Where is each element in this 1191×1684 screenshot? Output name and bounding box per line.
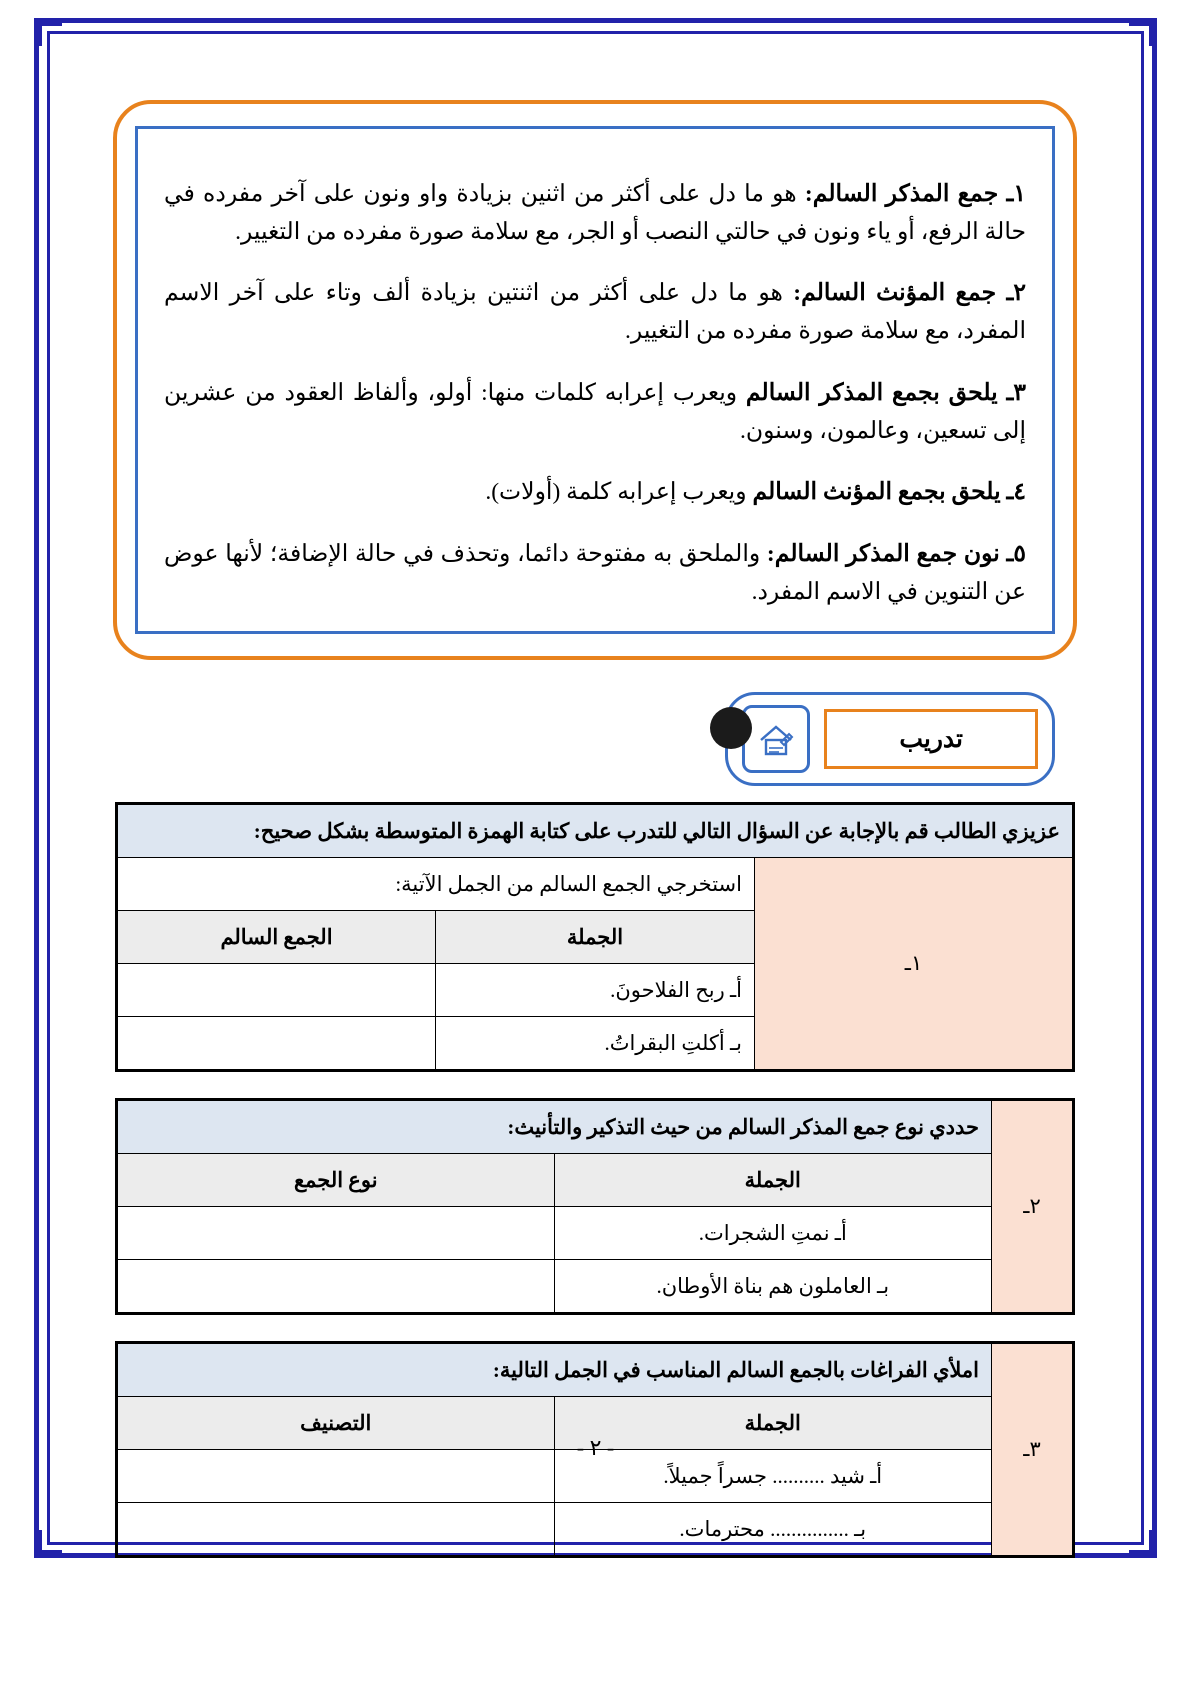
rules-box <box>113 100 1077 660</box>
column-header: الجمع السالم <box>117 911 436 964</box>
answer-cell[interactable] <box>117 1503 555 1557</box>
column-header: نوع الجمع <box>117 1154 555 1207</box>
sentence-cell: أـ ربح الفلاحونَ. <box>436 964 755 1017</box>
rule-term: ٣ـ يلحق بجمع المذكر السالم <box>745 379 1026 406</box>
rule-text: هو ما دل على أكثر من اثنين بزيادة واو ونون على آخر مفرده في حالة الرفع، أو ياء ونون في حالتي النصب أو الجر، مع سلامة صورة مفرده من التغيير. <box>164 180 1026 245</box>
house-pencil-icon <box>742 705 810 773</box>
rule-item <box>164 535 1026 611</box>
answer-cell[interactable] <box>117 1207 555 1260</box>
rule-item <box>164 374 1026 450</box>
rule-item <box>164 274 1026 350</box>
table-row <box>117 1260 1074 1314</box>
table-row <box>117 1100 1074 1154</box>
corner-ornament-top-left <box>36 20 62 46</box>
rule-term: ٢ـ جمع المؤنث السالم: <box>793 280 1026 307</box>
exercise-prompt: استخرجي الجمع السالم من الجمل الآتية: <box>117 858 755 911</box>
exercise-number: ٣ـ <box>992 1343 1074 1557</box>
rule-text: هو ما دل على أكثر من اثنتين بزيادة ألف وتاء على آخر الاسم المفرد، مع سلامة صورة مفرده من التغيير. <box>164 280 1026 345</box>
sentence-cell: بـ ............... محترمات. <box>554 1503 992 1557</box>
sentence-cell: أـ نمتِ الشجرات. <box>554 1207 992 1260</box>
exercise-number: ١ـ <box>755 858 1074 1071</box>
exercise-table-2 <box>115 1098 1075 1315</box>
sentence-cell: أـ شيد .......... جسراً جميلاً. <box>554 1450 992 1503</box>
exercise-prompt: املأي الفراغات بالجمع السالم المناسب في الجمل التالية: <box>117 1343 992 1397</box>
exercise-prompt: حددي نوع جمع المذكر السالم من حيث التذكير والتأنيث: <box>117 1100 992 1154</box>
rule-item <box>164 175 1026 251</box>
column-header: الجملة <box>554 1397 992 1450</box>
table-row <box>117 1503 1074 1557</box>
exercises-intro: عزيزي الطالب قم بالإجابة عن السؤال التالي للتدرب على كتابة الهمزة المتوسطة بشكل صحيح: <box>117 804 1074 858</box>
exercise-table-1 <box>115 802 1075 1072</box>
rule-text: ويعرب إعرابه كلمة (أولات). <box>485 479 753 506</box>
corner-ornament-bottom-left <box>36 1530 62 1556</box>
page-number: - ٢ - <box>576 1435 615 1460</box>
training-banner-frame <box>725 692 1055 786</box>
rule-item <box>164 473 1026 511</box>
training-banner <box>95 682 1095 802</box>
table-row <box>117 804 1074 858</box>
rule-term: ١ـ جمع المذكر السالم: <box>804 180 1026 207</box>
training-label: تدريب <box>824 709 1038 769</box>
column-header: الجملة <box>436 911 755 964</box>
table-row <box>117 858 1074 911</box>
rule-text: والملحق به مفتوحة دائما، وتحذف في حالة الإضافة؛ لأنها عوض عن التنوين في الاسم المفرد. <box>164 540 1026 605</box>
exercise-number: ٢ـ <box>992 1100 1074 1314</box>
rule-term: ٤ـ يلحق بجمع المؤنث السالم <box>752 479 1026 506</box>
column-header: التصنيف <box>117 1397 555 1450</box>
table-row <box>117 1207 1074 1260</box>
answer-cell[interactable] <box>117 1260 555 1314</box>
answer-cell[interactable] <box>117 964 436 1017</box>
rule-term: ٥ـ نون جمع المذكر السالم: <box>766 540 1027 567</box>
corner-ornament-top-right <box>1129 20 1155 46</box>
sentence-cell: بـ أكلتِ البقراتُ. <box>436 1017 755 1071</box>
sentence-cell: بـ العاملون هم بناة الأوطان. <box>554 1260 992 1314</box>
answer-cell[interactable] <box>117 1017 436 1071</box>
rules-box-inner <box>135 126 1055 634</box>
page-content <box>95 85 1095 1584</box>
corner-ornament-bottom-right <box>1129 1530 1155 1556</box>
rule-text: ويعرب إعرابه كلمات منها: أولو، وألفاظ العقود من عشرين إلى تسعين، وعالمون، وسنون. <box>164 379 1026 444</box>
column-header: الجملة <box>554 1154 992 1207</box>
table-row <box>117 1343 1074 1397</box>
table-row <box>117 1154 1074 1207</box>
